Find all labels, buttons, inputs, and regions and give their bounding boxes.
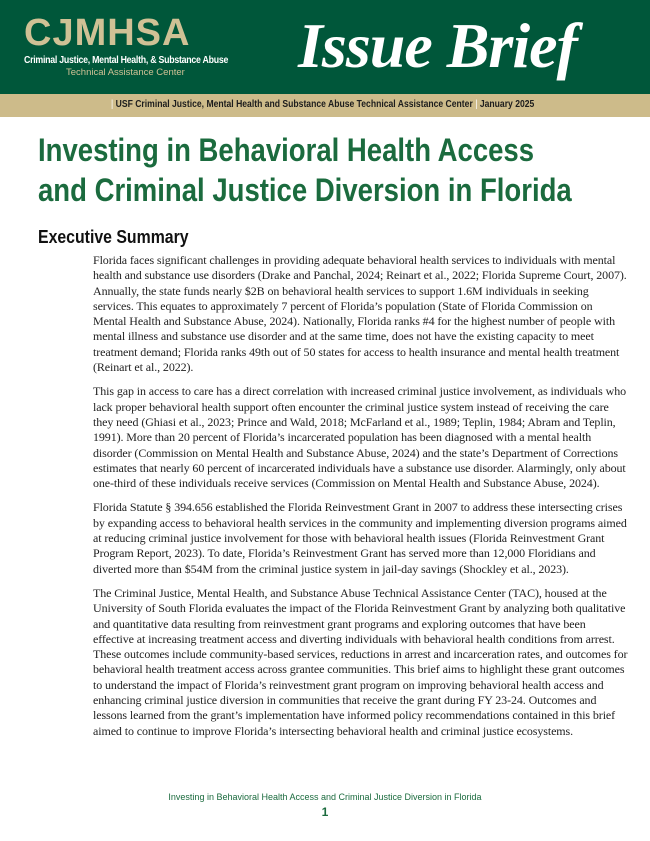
footer-running-title: Investing in Behavioral Health Access and Criminal Justice Diversion in Florida [168, 792, 482, 802]
logo-line2: Technical Assistance Center [66, 67, 185, 78]
title-line2: and Criminal Justice Diversion in Florida [38, 172, 572, 208]
separator: | [475, 99, 478, 110]
logo-line1: Criminal Justice, Mental Health, & Substance Abuse [24, 55, 229, 66]
issue-brief-title: Issue Brief [298, 10, 577, 81]
page-title [38, 130, 572, 210]
strip-text [111, 99, 534, 110]
section-heading: Executive Summary [38, 227, 189, 247]
strip-date: January 2025 [479, 99, 535, 110]
paragraph: Florida faces significant challenges in providing adequate behavioral health services to individuals with mental health and substance use disorders (Drake and Panchal, 2024; Reinart et al., 2022; Florida Supreme Court, 2007). Annually, the state funds nearly $2B on behavioral health services to support 1.6M individuals in seeking services. This equates to approximately 7 percent of Florida’s population (State of Florida Commission on Mental Health and Substance Abuse, 2024). Nationally, Florida ranks #4 for the highest number of people with mental illness and substance use disorder and at the same time, does not have the existing capacity to meet treatment demand; Florida ranks 49th out of 50 states for access to health insurance and mental health treatment (Reinart et al., 2022). [93, 253, 627, 375]
paragraph: This gap in access to care has a direct correlation with increased criminal justice involvement, as individuals who lack proper behavioral health support often encounter the criminal justice system instead of receiving the care they need (Ghiasi et al., 2023; Prince and Wald, 2018; McFarland et al., 1989; Teplin, 1984; Abram and Teplin, 1991). More than 20 percent of Florida’s incarcerated population has been diagnosed with a mental health disorder (Commission on Mental Health and Substance Abuse, 2024) and the state’s Department of Corrections estimates that nearly 60 percent of incarcerated individuals have a substance use disorder. Alarmingly, only about one-third of these individuals receive services (Commission on Mental Health and Substance Abuse, 2024). [93, 384, 626, 491]
title-line1: Investing in Behavioral Health Access [38, 132, 535, 168]
cjmhsa-logo [24, 14, 256, 78]
logo-acronym: CJMHSA [24, 12, 191, 54]
paragraph: Florida Statute § 394.656 established the Florida Reinvestment Grant in 2007 to address these intersecting crises by expanding access to behavioral health services in the community and implementing diversion programs aimed at reducing criminal justice involvement for those with behavioral health issues (Florida Reinvestment Grant Program Report, 2023). To date, Florida’s Reinvestment Grant has served more than 12,000 Floridians and diverted more than $54M from the criminal justice system in jail-day savings (Shockley et al., 2023). [93, 500, 627, 576]
body-text [93, 253, 628, 748]
page-number: 1 [321, 805, 329, 819]
header-strip [0, 94, 650, 117]
strip-org: USF Criminal Justice, Mental Health and Substance Abuse Technical Assistance Center [115, 99, 473, 110]
separator: | [111, 99, 114, 110]
header-banner [0, 0, 650, 94]
paragraph: The Criminal Justice, Mental Health, and Substance Abuse Technical Assistance Center (TAC), housed at the University of South Florida evaluates the impact of the Florida Reinvestment Grant by analyzing both qualitative and quantitative data resulting from reinvestment grant programs and exploring outcomes that have been effective at increasing treatment access and diverting individuals with behavioral health conditions from arrest. These outcomes include community-based services, reductions in arrest and incarceration rates, and outcomes for behavioral health treatment access across grantee communities. This brief aims to highlight these grant outcomes to understand the impact of Florida’s reinvestment grant program on improving behavioral health access and enhancing criminal justice diversion in communities that receive the grant during FY 23-24. Outcomes and lessons learned from the grant’s implementation have informed policy recommendations contained in this brief aimed to continue to improve Florida’s intersecting behavioral health and criminal justice ecosystems. [93, 585, 628, 738]
